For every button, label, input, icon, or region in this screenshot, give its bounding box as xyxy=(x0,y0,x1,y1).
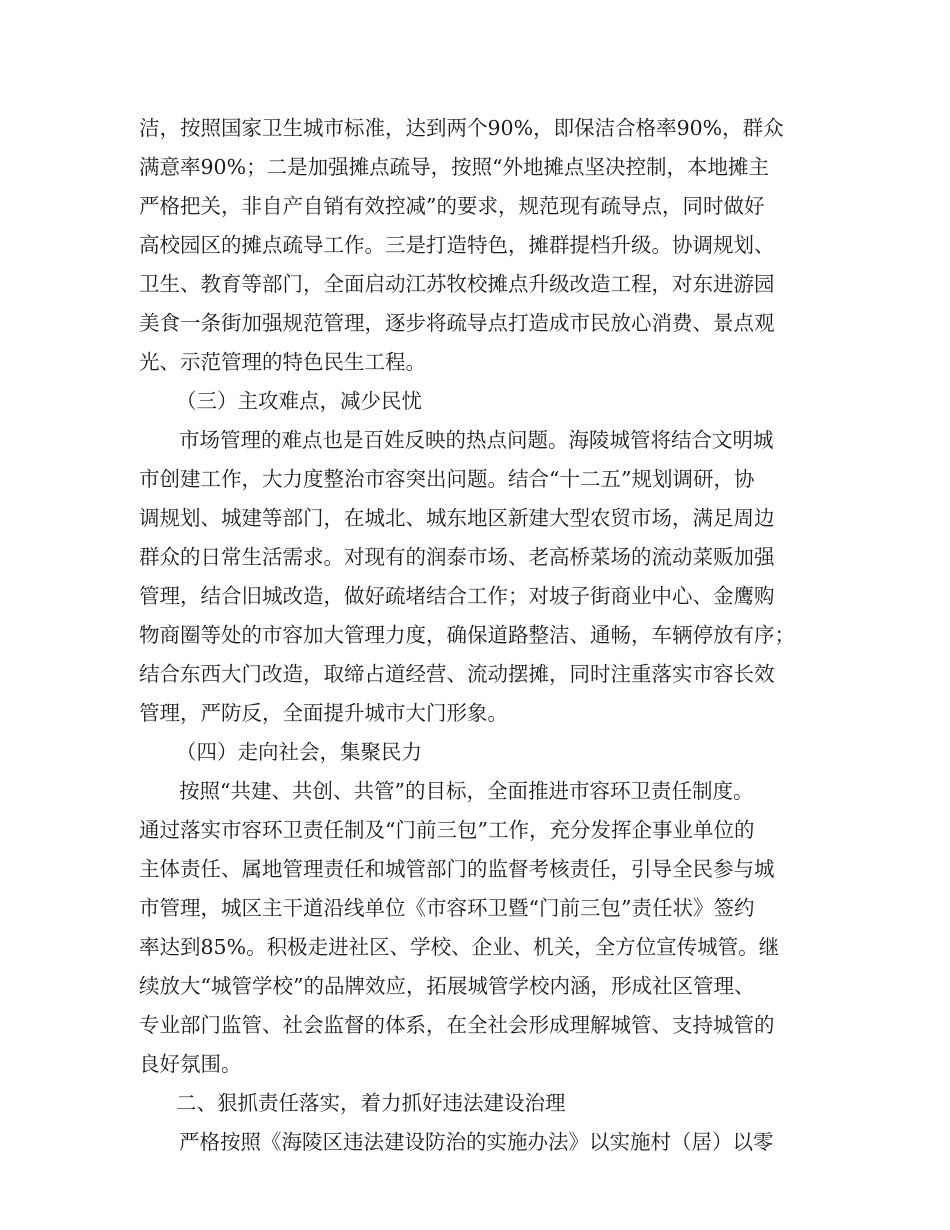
body-line: 良好氛围。 xyxy=(139,1052,242,1076)
body-line: 群众的日常生活需求。对现有的润泰市场、老高桥菜场的流动菜贩加强 xyxy=(139,545,775,569)
body-line: 满意率90%；二是加强摊点疏导，按照“外地摊点坚决控制，本地摊主 xyxy=(139,155,770,179)
body-line: 市场管理的难点也是百姓反映的热点问题。海陵城管将结合文明城 xyxy=(179,428,774,452)
body-line: 率达到85%。积极走进社区、学校、企业、机关，全方位宣传城管。继 xyxy=(139,935,780,959)
body-line: 光、示范管理的特色民生工程。 xyxy=(139,350,426,374)
body-line: 高校园区的摊点疏导工作。三是打造特色，摊群提档升级。协调规划、 xyxy=(139,233,775,257)
body-line: 结合东西大门改造，取缔占道经营、流动摆摊，同时注重落实市容长效 xyxy=(139,662,775,686)
body-line: 专业部门监管、社会监督的体系，在全社会形成理解城管、支持城管的 xyxy=(139,1013,775,1037)
section-heading: （四）走向社会，集聚民力 xyxy=(176,740,422,764)
body-line: 调规划、城建等部门，在城北、城东地区新建大型农贸市场，满足周边 xyxy=(139,506,775,530)
body-line: 市创建工作，大力度整治市容突出问题。结合“十二五”规划调研，协 xyxy=(139,467,755,491)
body-line: 续放大“城管学校”的品牌效应，拓展城管学校内涵，形成社区管理、 xyxy=(139,974,755,998)
body-line: 卫生、教育等部门，全面启动江苏牧校摊点升级改造工程，对东进游园 xyxy=(139,272,775,296)
body-line: 美食一条街加强规范管理，逐步将疏导点打造成市民放心消费、景点观 xyxy=(139,311,775,335)
body-line: 管理，严防反，全面提升城市大门形象。 xyxy=(139,701,508,725)
body-line: 洁，按照国家卫生城市标准，达到两个90%，即保洁合格率90%，群众 xyxy=(139,116,784,140)
body-line: 严格把关，非自产自销有效控减”的要求，规范现有疏导点，同时做好 xyxy=(139,194,765,218)
section-heading: （三）主攻难点，减少民忧 xyxy=(176,389,422,413)
body-line: 通过落实市容环卫责任制及“门前三包”工作，充分发挥企事业单位的 xyxy=(139,818,755,842)
section-heading: 二、狠抓责任落实，着力抓好违法建设治理 xyxy=(176,1091,566,1115)
body-line: 管理，结合旧城改造，做好疏堵结合工作；对坡子街商业中心、金鹰购 xyxy=(139,584,775,608)
body-line: 主体责任、属地管理责任和城管部门的监督考核责任，引导全民参与城 xyxy=(139,857,775,881)
body-line: 市管理，城区主干道沿线单位《市容环卫暨“门前三包”责任状》签约 xyxy=(139,896,755,920)
body-line: 严格按照《海陵区违法建设防治的实施办法》以实施村（居）以零 xyxy=(179,1130,774,1154)
body-line: 按照“共建、共创、共管”的目标，全面推进市容环卫责任制度。 xyxy=(179,779,754,803)
body-line: 物商圈等处的市容加大管理力度，确保道路整洁、通畅，车辆停放有序； xyxy=(139,623,795,647)
